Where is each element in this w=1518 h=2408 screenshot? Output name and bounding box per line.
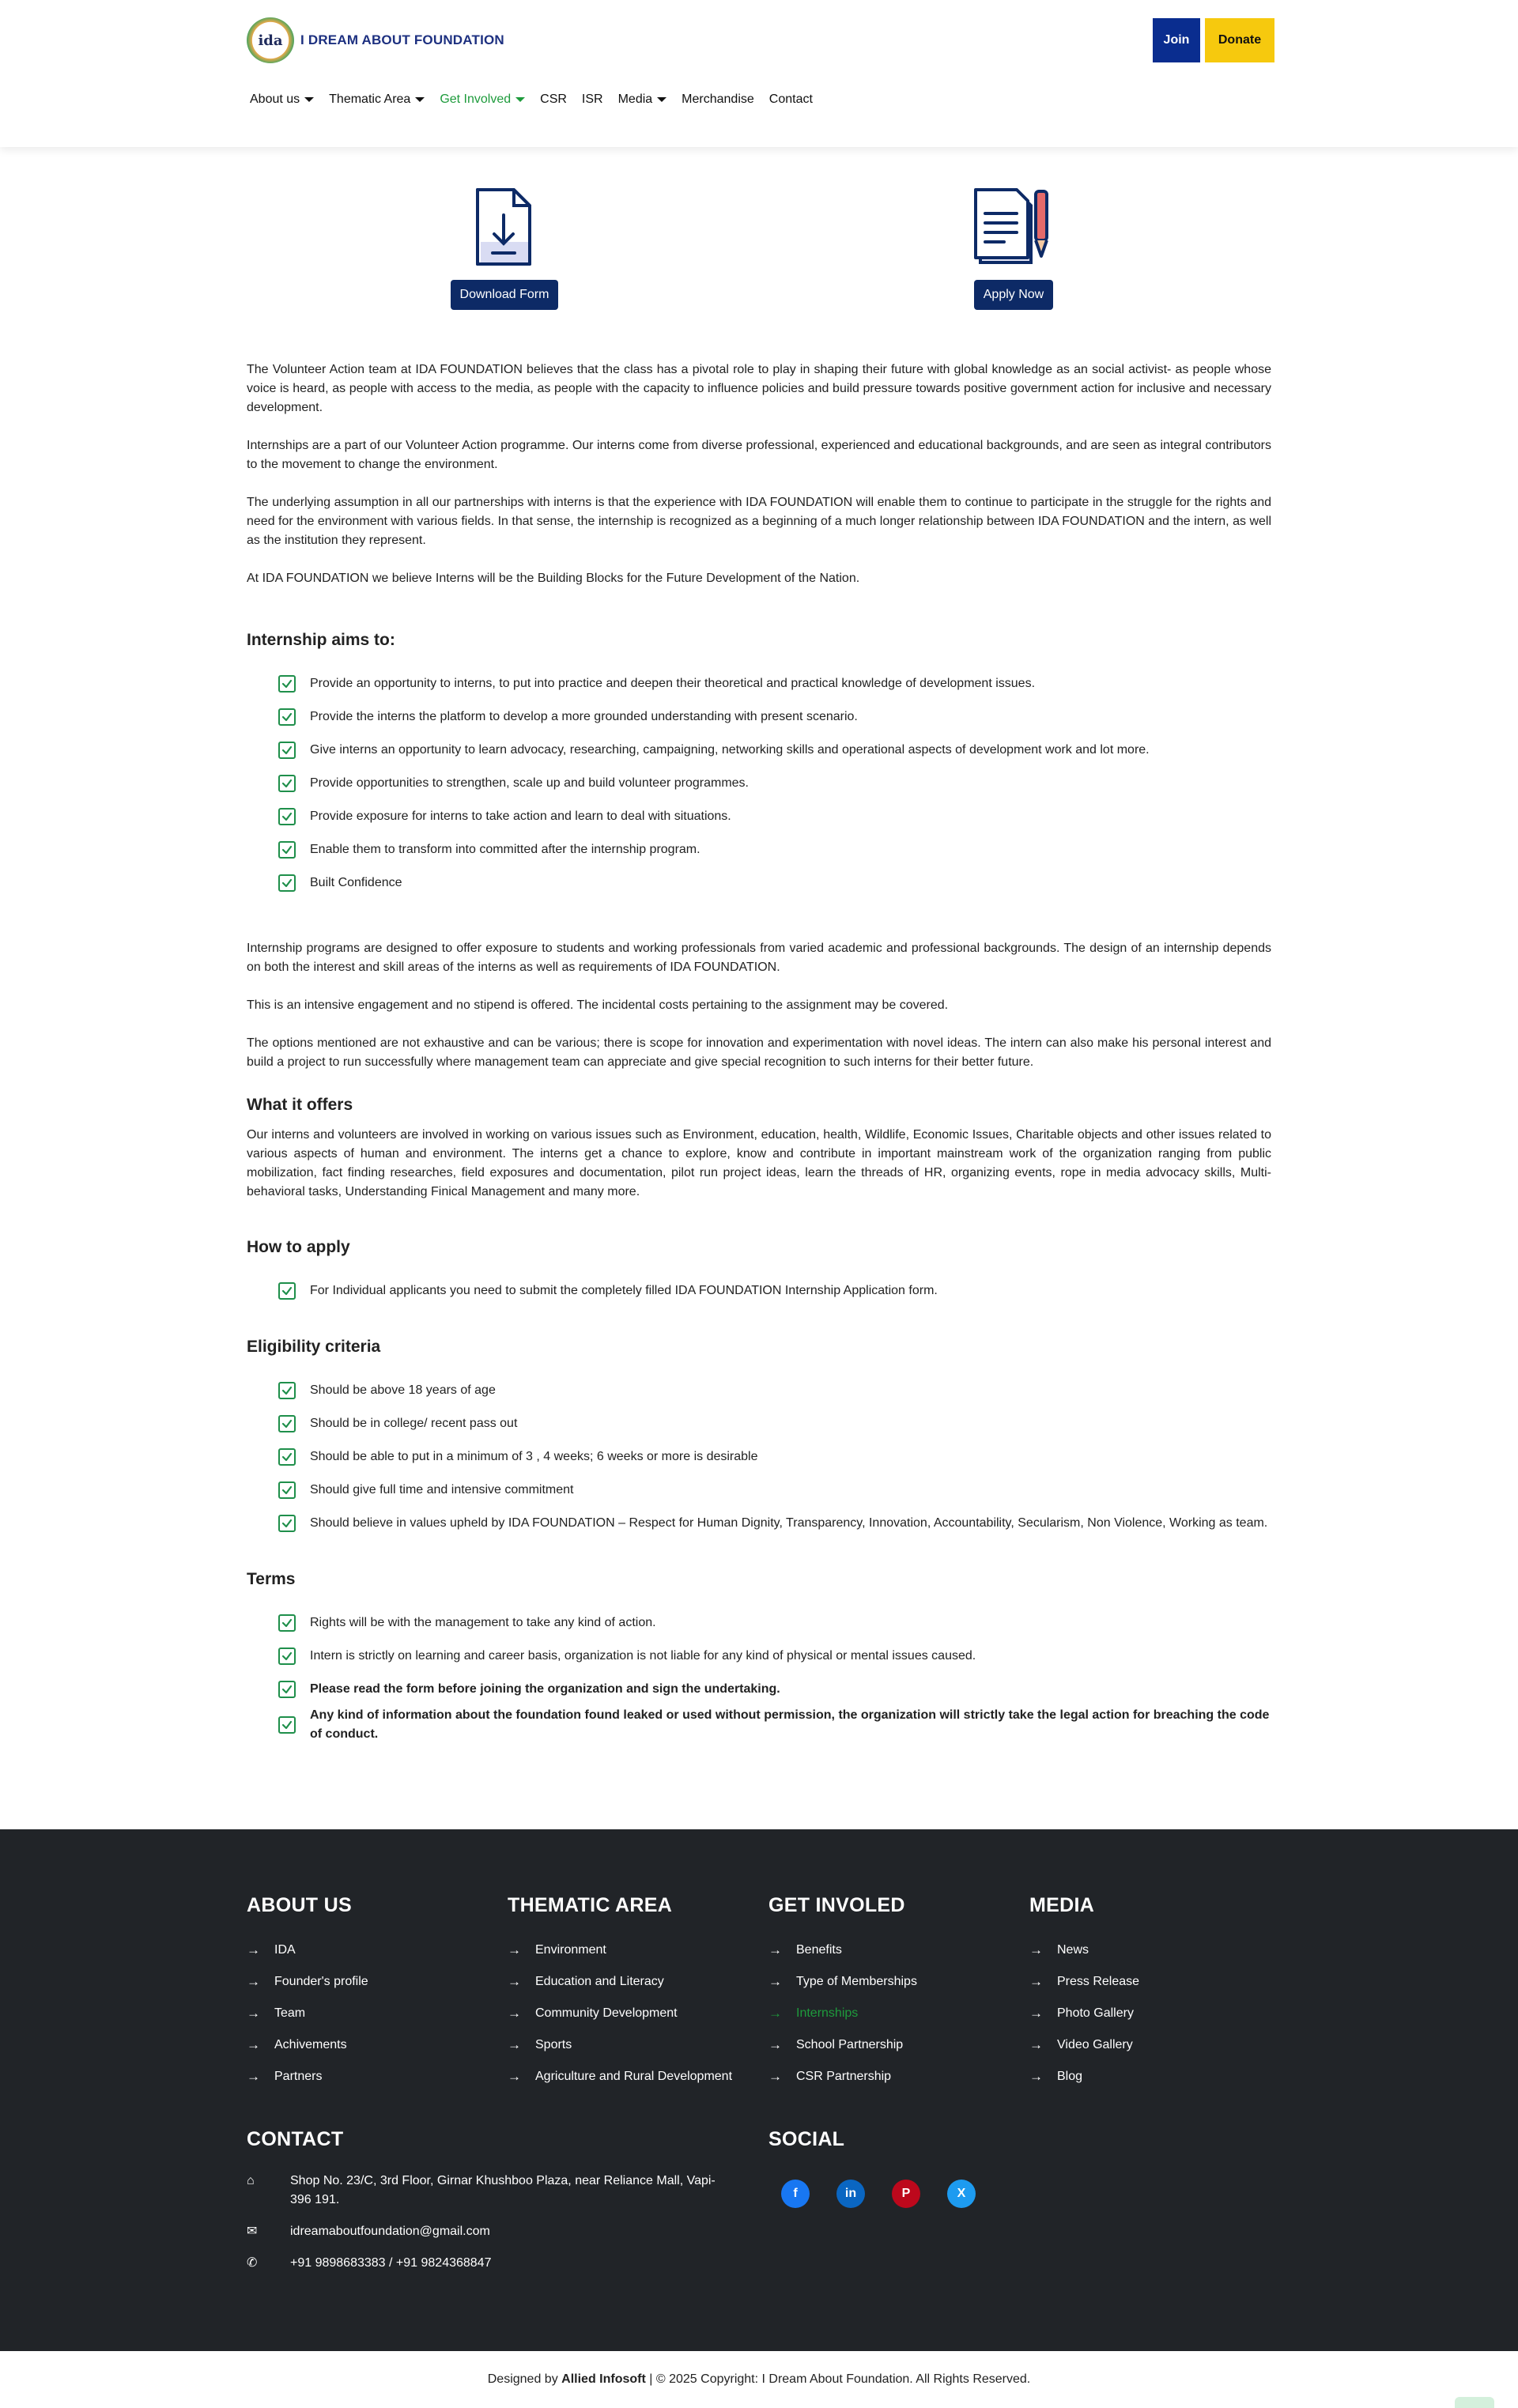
logo[interactable] <box>247 17 504 63</box>
checkbox-check-icon <box>278 742 296 759</box>
list-item <box>278 734 1271 767</box>
arrow-right-icon: → <box>768 1942 782 1957</box>
phone-icon: ✆ <box>247 2256 258 2270</box>
list-item-text: Intern is strictly on learning and career basis, organization is not liable for any kind of physical or mental issues caused. <box>310 1649 976 1663</box>
checkbox-check-icon <box>278 874 296 892</box>
footer-link-ida[interactable] <box>247 1934 500 1966</box>
footer-link-label: Community Development <box>535 2006 678 2020</box>
checkbox-check-icon <box>278 675 296 693</box>
logo-emblem: ida <box>247 17 294 63</box>
footer-link-label: Type of Memberships <box>796 1975 917 1988</box>
footer-link-team[interactable] <box>247 1998 500 2029</box>
footer-link-school-partnership[interactable] <box>768 2029 1021 2061</box>
paragraph: This is an intensive engagement and no stipend is offered. The incidental costs pertaining to the assignment may be covered. <box>247 998 949 1012</box>
footer-link-label: Partners <box>274 2070 323 2083</box>
apply-list <box>247 1274 1271 1308</box>
envelope-icon: ✉ <box>247 2225 258 2238</box>
checkbox-check-icon <box>278 708 296 726</box>
arrow-right-icon: → <box>508 1942 521 1957</box>
nav-item-label: Contact <box>768 92 813 106</box>
list-item-text: Should be able to put in a minimum of 3 , 4 weeks; 6 weeks or more is desirable <box>310 1450 758 1463</box>
list-item-text: Please read the form before joining the organization and sign the undertaking. <box>310 1682 780 1696</box>
list-item-text: Give interns an opportunity to learn advocacy, researching, campaigning, networking skills and operational aspects of development work and lot more. <box>310 743 1150 757</box>
footer-media-heading: MEDIA <box>1029 1894 1095 1916</box>
donate-button[interactable]: Donate <box>1205 18 1274 62</box>
footer-thematic <box>508 1894 761 2093</box>
arrow-right-icon: → <box>247 1974 260 1989</box>
contact-phone[interactable]: ✆ +91 9898683383 / +91 9824368847 <box>247 2254 737 2273</box>
designer-link[interactable]: Allied Infosoft <box>561 2372 646 2386</box>
checkbox-check-icon <box>278 1448 296 1466</box>
list-item <box>278 1606 1271 1640</box>
contact-address: ⌂ Shop No. 23/C, 3rd Floor, Girnar Khushboo Plaza, near Reliance Mall, Vapi-396 191. <box>247 2172 737 2210</box>
apply-now-block <box>966 187 1061 310</box>
checkbox-check-icon <box>278 1716 296 1734</box>
footer-link-label: Press Release <box>1057 1975 1140 1988</box>
nav-item-thematic-area[interactable] <box>329 92 425 107</box>
paragraph: Internships are a part of our Volunteer Action programme. Our interns come from diverse professional, experienced and educational backgrounds, and are seen as integral contributors to the movement to change the environment. <box>247 439 1271 471</box>
arrow-right-icon: → <box>247 2069 260 2084</box>
paragraph: The underlying assumption in all our partnerships with interns is that the experience with IDA FOUNDATION will enable them to continue to participate in the struggle for the rights and need for the environment with various fields. In that sense, the internship is recognized as a beginning of a much longer relationship between IDA FOUNDATION and the intern, as well as the institution they represent. <box>247 496 1271 547</box>
list-item-text: Rights will be with the management to take any kind of action. <box>310 1616 656 1629</box>
linkedin-icon[interactable]: in <box>836 2180 865 2208</box>
nav-item-label: ISR <box>581 92 603 106</box>
list-item-text: Should be in college/ recent pass out <box>310 1417 518 1430</box>
list-item <box>278 1440 1271 1474</box>
copyright-bar: Designed by Allied Infosoft | © 2025 Copyright: I Dream About Foundation. All Rights Reserved. <box>0 2351 1518 2408</box>
main-nav <box>250 92 813 107</box>
footer-thematic-heading: THEMATIC AREA <box>508 1894 673 1916</box>
document-pencil-icon <box>972 187 1055 269</box>
checkbox-check-icon <box>278 1681 296 1698</box>
paragraph: Internship programs are designed to offer exposure to students and working professionals from varied academic and professional backgrounds. The design of an internship depends on both the interest and skill areas of the interns as well as requirements of IDA FOUNDATION. <box>247 942 1271 974</box>
aims-list <box>247 667 1271 900</box>
footer-media <box>1029 1894 1282 2093</box>
arrow-right-icon: → <box>1029 1974 1043 1989</box>
list-item <box>278 833 1271 866</box>
list-item <box>278 1673 1271 1706</box>
checkbox-check-icon <box>278 1415 296 1432</box>
list-item <box>278 1640 1271 1673</box>
x-twitter-icon[interactable]: X <box>947 2180 976 2208</box>
arrow-right-icon: → <box>768 2069 782 2084</box>
caret-down-icon <box>304 97 314 102</box>
list-item <box>278 1274 1271 1308</box>
list-item <box>278 1407 1271 1440</box>
list-item-text: Provide an opportunity to interns, to put into practice and deepen their theoretical and practical knowledge of development issues. <box>310 677 1036 690</box>
nav-item-about-us[interactable] <box>250 92 314 107</box>
site-footer <box>0 1829 1518 2351</box>
list-item <box>278 1706 1271 1744</box>
nav-item-get-involved[interactable] <box>440 92 525 107</box>
footer-link-label: Sports <box>535 2038 572 2051</box>
document-download-icon <box>473 187 536 269</box>
nav-item-label: Media <box>617 92 653 106</box>
arrow-right-icon: → <box>1029 1942 1043 1957</box>
scroll-to-top-button[interactable] <box>1455 2397 1494 2408</box>
footer-link-label: Video Gallery <box>1057 2038 1133 2051</box>
caret-down-icon <box>657 97 666 102</box>
arrow-right-icon: → <box>508 1974 521 1989</box>
checkbox-check-icon <box>278 1382 296 1399</box>
footer-link-community-development[interactable] <box>508 1998 761 2029</box>
nav-item-label: CSR <box>540 92 567 106</box>
footer-link-label: Team <box>274 2006 306 2020</box>
checkbox-check-icon <box>278 841 296 859</box>
list-item-text: Should believe in values upheld by IDA FOUNDATION – Respect for Human Dignity, Transparency, Innovation, Accountability, Secularism, Non Violence, Working as team. <box>310 1516 1268 1530</box>
apply-heading: How to apply <box>247 1238 350 1256</box>
footer-link-blog[interactable] <box>1029 2061 1282 2093</box>
list-item <box>278 767 1271 800</box>
arrow-right-icon: → <box>768 2037 782 2052</box>
checkbox-check-icon <box>278 1515 296 1532</box>
footer-about-heading: ABOUT US <box>247 1894 352 1916</box>
footer-social <box>768 2128 1085 2208</box>
eligibility-list <box>247 1374 1271 1540</box>
arrow-right-icon: → <box>768 1974 782 1989</box>
footer-link-label: Photo Gallery <box>1057 2006 1134 2020</box>
list-item-text: Provide exposure for interns to take action and learn to deal with situations. <box>310 810 731 823</box>
arrow-right-icon: → <box>247 2037 260 2052</box>
paragraph: The options mentioned are not exhaustive and can be various; there is scope for innovation and experimentation with novel ideas. The intern can also make his personal interest and build a project to run successfully where management team can appreciate and give special recognition to such interns for their better future. <box>247 1036 1271 1069</box>
download-form-block <box>447 187 561 310</box>
home-icon: ⌂ <box>247 2174 255 2187</box>
nav-item-merchandise[interactable] <box>682 92 754 107</box>
footer-link-video-gallery[interactable] <box>1029 2029 1282 2061</box>
footer-link-label: Agriculture and Rural Development <box>535 2070 733 2083</box>
footer-link-csr-partnership[interactable] <box>768 2061 1021 2093</box>
checkbox-check-icon <box>278 1614 296 1632</box>
footer-link-label: IDA <box>274 1943 296 1957</box>
checkbox-check-icon <box>278 1647 296 1665</box>
footer-link-internships[interactable] <box>768 1998 1021 2029</box>
footer-about <box>247 1894 500 2093</box>
aims-heading: Internship aims to: <box>247 631 395 649</box>
list-item <box>278 1474 1271 1507</box>
arrow-right-icon: → <box>1029 2069 1043 2084</box>
nav-item-csr[interactable] <box>540 92 567 107</box>
offers-heading: What it offers <box>247 1096 353 1114</box>
nav-item-label: Get Involved <box>440 92 512 106</box>
pinterest-icon[interactable]: P <box>892 2180 920 2208</box>
footer-link-label: CSR Partnership <box>796 2070 892 2083</box>
footer-link-label: Founder's profile <box>274 1975 368 1988</box>
list-item <box>278 700 1271 734</box>
list-item <box>278 1374 1271 1407</box>
arrow-right-icon: → <box>1029 2037 1043 2052</box>
eligibility-heading: Eligibility criteria <box>247 1338 381 1356</box>
checkbox-check-icon <box>278 808 296 825</box>
footer-link-sports[interactable] <box>508 2029 761 2061</box>
nav-item-label: About us <box>250 92 300 106</box>
list-item-text: Provide the interns the platform to develop a more grounded understanding with present scenario. <box>310 710 858 723</box>
list-item-text: Enable them to transform into committed after the internship program. <box>310 843 700 856</box>
list-item <box>278 866 1271 900</box>
list-item <box>278 667 1271 700</box>
nav-item-label: Merchandise <box>682 92 754 106</box>
arrow-right-icon: → <box>247 1942 260 1957</box>
join-button[interactable]: Join <box>1153 18 1200 62</box>
main-content <box>247 360 1271 1744</box>
footer-link-type-of-memberships[interactable] <box>768 1966 1021 1998</box>
footer-link-achivements[interactable] <box>247 2029 500 2061</box>
arrow-right-icon: → <box>508 2006 521 2021</box>
footer-link-founder-s-profile[interactable] <box>247 1966 500 1998</box>
contact-email[interactable]: ✉ idreamaboutfoundation@gmail.com <box>247 2222 737 2241</box>
footer-link-partners[interactable] <box>247 2061 500 2093</box>
list-item-text: Built Confidence <box>310 876 402 889</box>
arrow-right-icon: → <box>247 2006 260 2021</box>
terms-heading: Terms <box>247 1570 296 1588</box>
footer-link-environment[interactable] <box>508 1934 761 1966</box>
footer-link-label: Achivements <box>274 2038 347 2051</box>
footer-link-label: Environment <box>535 1943 606 1957</box>
footer-link-label: Blog <box>1057 2070 1083 2083</box>
list-item-text: Should give full time and intensive commitment <box>310 1483 574 1497</box>
footer-contact-heading: CONTACT <box>247 2128 344 2150</box>
list-item-text: Any kind of information about the foundation found leaked or used without permission, the organization will strictly take the legal action for breaching the code of conduct. <box>310 1708 1270 1741</box>
list-item-text: For Individual applicants you need to submit the completely filled IDA FOUNDATION Internship Application form. <box>310 1284 938 1297</box>
footer-link-label: Education and Literacy <box>535 1975 664 1988</box>
arrow-right-icon: → <box>508 2037 521 2052</box>
intro-section <box>247 360 1271 588</box>
caret-down-icon <box>415 97 425 102</box>
list-item <box>278 1507 1271 1540</box>
apply-now-button[interactable]: Apply Now <box>974 280 1053 310</box>
footer-link-label: News <box>1057 1943 1089 1957</box>
logo-text: I DREAM ABOUT FOUNDATION <box>300 32 504 47</box>
footer-link-education-and-literacy[interactable] <box>508 1966 761 1998</box>
footer-link-news[interactable] <box>1029 1934 1282 1966</box>
offers-text: Our interns and volunteers are involved in working on various issues such as Environment, education, health, Wildlife, Economic Issues, Charitable objects and other issues related to various aspects of human and environment. The interns get a chance to explore, know and contribute in important mainstream work of the organization ranging from public mobilization, fact finding researches, field exposures and documentation, pilot run project ideas, learn the threads of HR, organizing events, rope in media advocacy skills, Multi- behavioral tasks, Understanding Finical Management and many more. <box>247 1128 1271 1198</box>
nav-item-media[interactable] <box>618 92 667 107</box>
checkbox-check-icon <box>278 775 296 792</box>
nav-item-isr[interactable] <box>582 92 603 107</box>
footer-link-label: Internships <box>796 2006 859 2020</box>
paragraph: At IDA FOUNDATION we believe Interns will be the Building Blocks for the Future Development of the Nation. <box>247 572 860 585</box>
caret-down-icon <box>515 97 525 102</box>
nav-item-label: Thematic Area <box>329 92 411 106</box>
checkbox-check-icon <box>278 1481 296 1499</box>
download-form-button[interactable]: Download Form <box>451 280 559 310</box>
arrow-right-icon: → <box>508 2069 521 2084</box>
footer-link-agriculture-and-rural-development[interactable] <box>508 2061 761 2093</box>
site-header <box>0 0 1518 147</box>
footer-social-heading: SOCIAL <box>768 2128 845 2150</box>
footer-link-press-release[interactable] <box>1029 1966 1282 1998</box>
list-item-text: Provide opportunities to strengthen, scale up and build volunteer programmes. <box>310 776 749 790</box>
footer-link-label: Benefits <box>796 1943 842 1957</box>
arrow-right-icon: → <box>768 2006 782 2021</box>
footer-involved-heading: GET INVOLED <box>768 1894 905 1916</box>
paragraph: The Volunteer Action team at IDA FOUNDATION believes that the class has a pivotal role to play in shaping their future with global knowledge as an social activist- as people whose voice is heard, as people with access to the media, as people with the capacity to influence policies and build pressure towards positive government action for inclusive and necessary development. <box>247 363 1271 414</box>
list-item <box>278 800 1271 833</box>
facebook-icon[interactable]: f <box>781 2180 810 2208</box>
nav-item-contact[interactable] <box>769 92 813 107</box>
programs-section <box>247 939 1271 1072</box>
checkbox-check-icon <box>278 1282 296 1300</box>
footer-link-label: School Partnership <box>796 2038 904 2051</box>
list-item-text: Should be above 18 years of age <box>310 1383 496 1397</box>
terms-list <box>247 1606 1271 1744</box>
arrow-right-icon: → <box>1029 2006 1043 2021</box>
footer-contact <box>247 2128 737 2285</box>
footer-link-photo-gallery[interactable] <box>1029 1998 1282 2029</box>
footer-involved <box>768 1894 1021 2093</box>
footer-link-benefits[interactable] <box>768 1934 1021 1966</box>
